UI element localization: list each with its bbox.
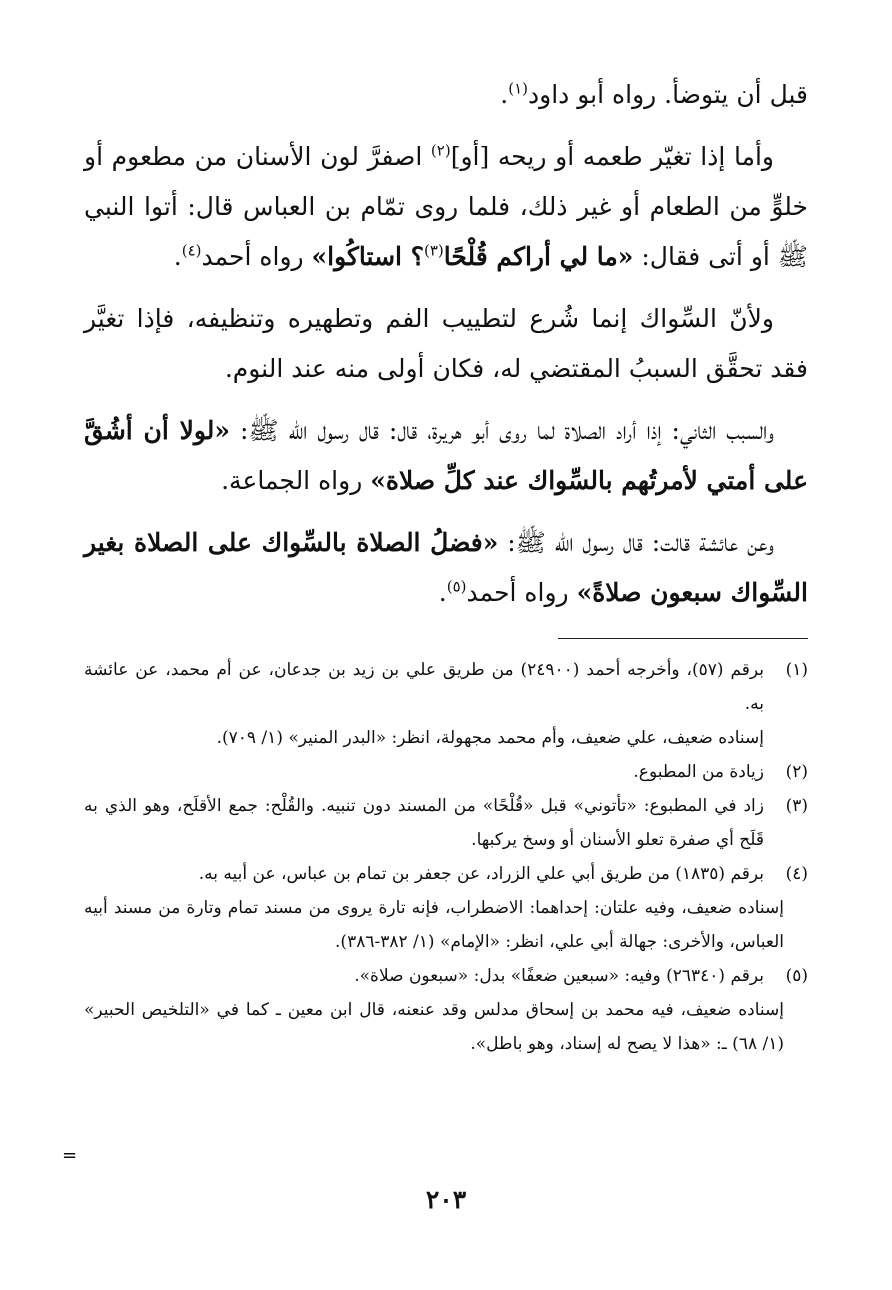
- text-run: .: [500, 80, 509, 109]
- footnote-4-continuation: إسناده ضعيف، وفيه علتان: إحداهما: الاضطراب، فإنه تارة يروى من مسند تمام وتارة من مسند أبيه العباس، والأخرى: جهالة أبي علي، انظر: «الإمام» (١/ ٣٨٢-٣٨٦).: [84, 898, 784, 952]
- hadith-quote: «ما لي أراكم قُلْحًا: [443, 242, 634, 271]
- footnotes: [84, 653, 808, 1061]
- footnote-ref: (٢): [430, 141, 451, 160]
- paragraph-1: [84, 70, 808, 120]
- text-run: .: [173, 242, 182, 271]
- hadith-quote: «لولا أن أشُقَّ على أمتي لأمرتُهم بالسِّواك عند كلِّ صلاة»: [84, 416, 808, 495]
- footnote-5: [84, 959, 808, 993]
- text-run: رواه أحمد: [201, 242, 312, 271]
- footnote-5-continuation: إسناده ضعيف، فيه محمد بن إسحاق مدلس وقد عنعنه، قال ابن معين ـ كما في «التلخيص الحبير» (١/ ٦٨) ـ: «هذا لا يصح له إسناد، وهو باطل».: [84, 1000, 784, 1054]
- footnote-number: (١): [785, 660, 808, 680]
- paragraph-5: [84, 518, 808, 618]
- footnote-text: برقم (٢٦٣٤٠) وفيه: «سبعين ضعفًا» بدل: «سبعون صلاة».: [354, 966, 764, 986]
- hadith-quote: ؟ استاكُوا»: [311, 242, 424, 271]
- text-run: .: [438, 578, 447, 607]
- footnote-1-continuation: إسناده ضعيف، علي ضعيف، وأم محمد مجهولة، انظر: «البدر المنير» (١/ ٧٠٩).: [216, 728, 764, 748]
- footnote-text: برقم (٥٧)، وأخرجه أحمد (٢٤٩٠٠) من طريق علي بن زيد بن جدعان، عن أم محمد، عن عائشة به.: [84, 660, 764, 714]
- main-text: [84, 70, 808, 618]
- footnote-3: [84, 789, 808, 857]
- text-run: قبل أن يتوضأ. رواه أبو داود: [528, 80, 808, 109]
- continuation-mark: =: [62, 1145, 78, 1166]
- footnote-number: (٣): [785, 796, 808, 816]
- footnote-ref: (٣): [423, 241, 444, 260]
- paragraph-4: [84, 406, 808, 506]
- page-number: ٢٠٣: [425, 1185, 467, 1214]
- footnote-1: [84, 653, 808, 721]
- footnote-separator-wrap: [84, 630, 808, 653]
- text-run: وأما إذا تغيّر طعمه أو ريحه [أو]: [450, 142, 774, 171]
- footnote-number: (٥): [785, 966, 808, 986]
- footnote-separator: [558, 638, 808, 639]
- text-run: رواه الجماعة.: [221, 466, 371, 495]
- text-run: ولأنّ السِّواك إنما شُرع لتطييب الفم وتطهيره وتنظيفه، فإذا تغيَّر فقد تحقَّق السببُ المقتضي له، فكان أولى منه عند النوم.: [84, 304, 808, 383]
- footnote-number: (٢): [785, 762, 808, 782]
- paragraph-3: [84, 294, 808, 394]
- text-run: رواه أحمد: [466, 578, 577, 607]
- footnote-4: [84, 857, 808, 891]
- footnote-ref: (١): [508, 79, 529, 98]
- footnote-text: برقم (١٨٣٥) من طريق أبي علي الزراد، عن جعفر بن تمام بن عباس، عن أبيه به.: [198, 864, 764, 884]
- page: [84, 70, 808, 1290]
- text-run: اصفرَّ لون الأسنان من مطعوم أو خلوٍّ من الطعام أو غير ذلك، فلما روى تمّام بن العباس قال: أتوا النبي ﷺ أو أتى فقال:: [84, 142, 808, 271]
- paragraph-2: [84, 132, 808, 282]
- footnote-2: [84, 755, 808, 789]
- footnote-ref: (٤): [181, 241, 202, 260]
- footnote-text: زاد في المطبوع: «تأتوني» قبل «قُلْحًا» من المسند دون تنبيه. والقُلْح: جمع الأقلَح، وهو الذي به قَلَح أي صفرة تعلو الأسنان أو وسخ يركبها.: [84, 796, 764, 850]
- hadith-quote: «فضلُ الصلاة بالسِّواك على الصلاة بغير السِّواك سبعون صلاةً»: [84, 528, 808, 607]
- text-run: والسبب الثاني: إذا أراد الصلاة لما روى أبو هريرة، قال: قال رسول الله ﷺ:: [230, 416, 774, 445]
- footnote-text: زيادة من المطبوع.: [633, 762, 764, 782]
- footnote-ref: (٥): [446, 577, 467, 596]
- footnote-number: (٤): [785, 864, 808, 884]
- text-run: وعن عائشة قالت: قال رسول الله ﷺ:: [498, 528, 774, 557]
